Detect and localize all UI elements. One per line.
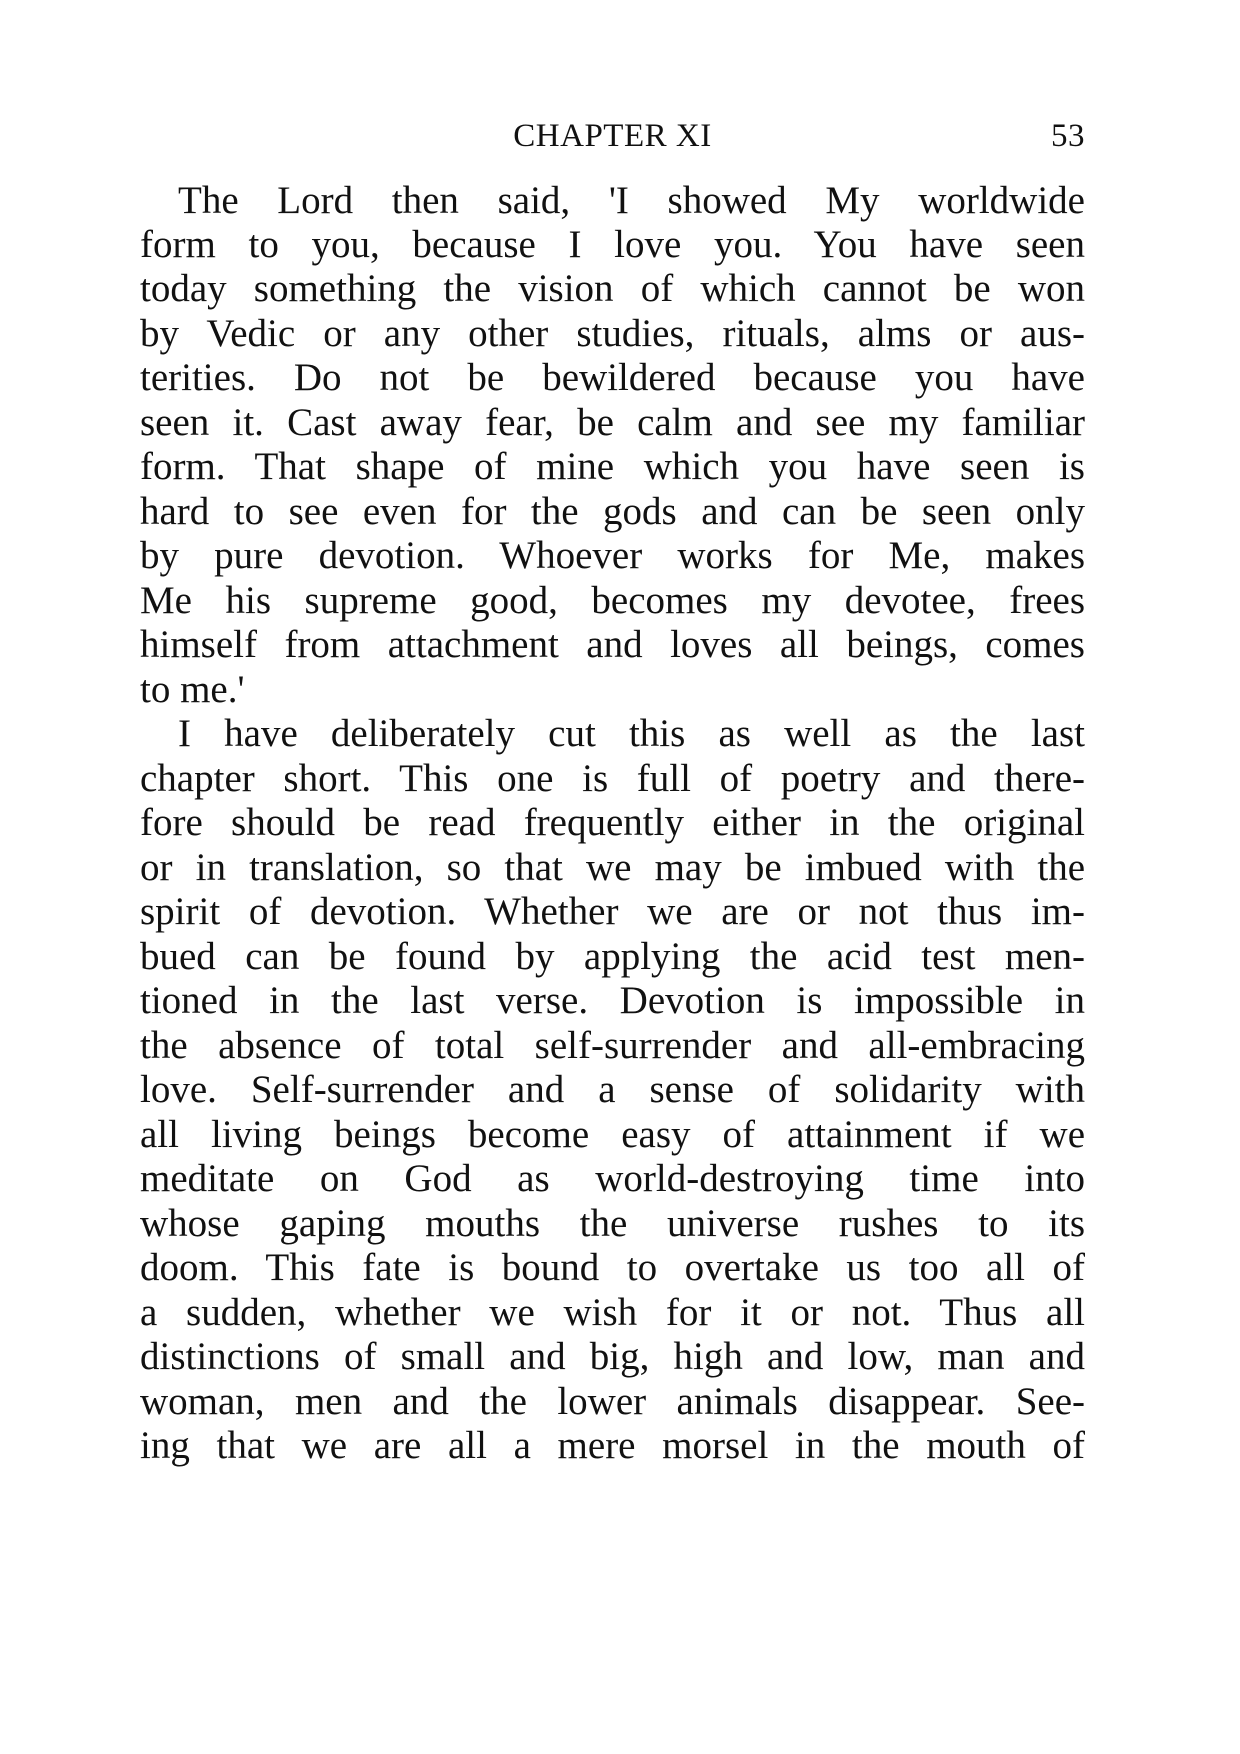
text-line: ing that we are all a mere morsel in the mouth of [140,1424,1085,1467]
text-line: terities. Do not be bewildered because you have [140,356,1085,399]
chapter-title: CHAPTER XI [513,118,712,154]
text-line: whose gaping mouths the universe rushes to its [140,1202,1085,1245]
text-line: the absence of total self-surrender and all-embracing [140,1024,1085,1067]
text-line: distinctions of small and big, high and low, man and [140,1335,1085,1378]
text-line: form to you, because I love you. You have seen [140,223,1085,266]
text-line: doom. This fate is bound to overtake us too all of [140,1246,1085,1289]
text-line: a sudden, whether we wish for it or not. Thus all [140,1291,1085,1334]
text-line: bued can be found by applying the acid test men- [140,935,1085,978]
text-line: love. Self-surrender and a sense of solidarity with [140,1068,1085,1111]
text-line: fore should be read frequently either in the original [140,801,1085,844]
text-line: meditate on God as world-destroying time into [140,1157,1085,1200]
text-line: hard to see even for the gods and can be seen only [140,490,1085,533]
text-line: form. That shape of mine which you have seen is [140,445,1085,488]
text-line: or in translation, so that we may be imbued with the [140,846,1085,889]
text-line: to me.' [140,668,245,711]
text-line: I have deliberately cut this as well as the last [178,712,1085,755]
text-line: today something the vision of which cannot be won [140,267,1085,310]
text-line: tioned in the last verse. Devotion is impossible in [140,979,1085,1022]
text-line: all living beings become easy of attainment if we [140,1113,1085,1156]
text-line: by pure devotion. Whoever works for Me, makes [140,534,1085,577]
text-line: Me his supreme good, becomes my devotee, frees [140,579,1085,622]
text-line: woman, men and the lower animals disappear. See- [140,1380,1085,1423]
text-line: spirit of devotion. Whether we are or not thus im- [140,890,1085,933]
text-line: The Lord then said, 'I showed My worldwide [178,179,1085,222]
text-line: by Vedic or any other studies, rituals, alms or aus- [140,312,1085,355]
text-line: chapter short. This one is full of poetry and there- [140,757,1085,800]
text-line: seen it. Cast away fear, be calm and see my familiar [140,401,1085,444]
running-header [140,118,1085,158]
text-line: himself from attachment and loves all beings, comes [140,623,1085,666]
page-number: 53 [1051,118,1085,154]
